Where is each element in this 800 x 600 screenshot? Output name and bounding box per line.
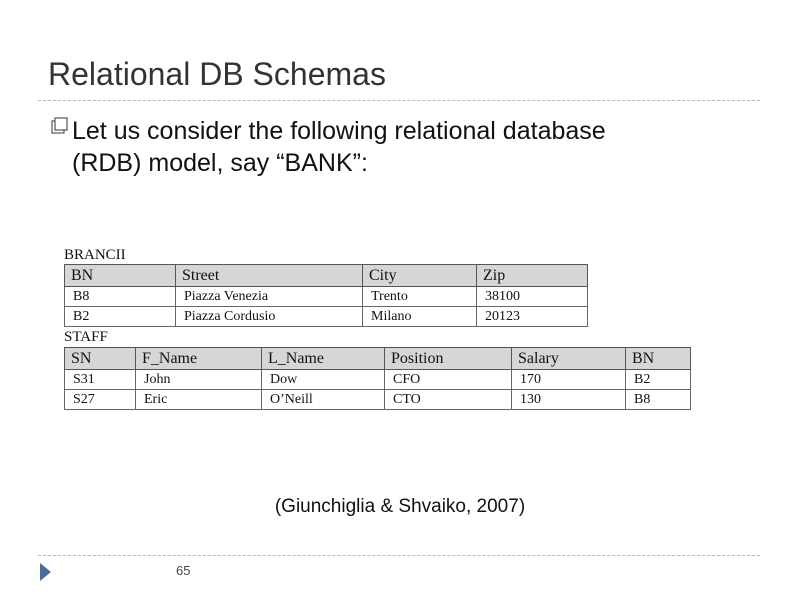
table-cell: John [136, 370, 262, 390]
branch-table [64, 264, 588, 327]
branch-col-zip: Zip [477, 265, 588, 287]
table-row [65, 287, 588, 307]
branch-col-city: City [363, 265, 477, 287]
table-row [65, 370, 691, 390]
table-cell: 170 [512, 370, 626, 390]
staff-col-salary: Salary [512, 348, 626, 370]
branch-header-row [65, 265, 588, 287]
table-cell: Dow [262, 370, 385, 390]
table-row [65, 390, 691, 410]
staff-col-position: Position [385, 348, 512, 370]
table-cell: Piazza Venezia [176, 287, 363, 307]
table-cell: B2 [65, 307, 176, 327]
staff-col-bn: BN [626, 348, 691, 370]
table-cell: CFO [385, 370, 512, 390]
table-cell: B8 [65, 287, 176, 307]
page-number: 65 [176, 563, 191, 578]
footer-divider [38, 555, 760, 556]
checkbox-bullet-icon [50, 117, 72, 137]
staff-table-label: STAFF [64, 329, 108, 345]
table-cell: 20123 [477, 307, 588, 327]
table-cell: S27 [65, 390, 136, 410]
branch-col-bn: BN [65, 265, 176, 287]
table-cell: Eric [136, 390, 262, 410]
table-cell: S31 [65, 370, 136, 390]
branch-table-wrap [64, 264, 588, 327]
staff-col-l-name: L_Name [262, 348, 385, 370]
staff-col-f-name: F_Name [136, 348, 262, 370]
staff-table-wrap [64, 347, 691, 410]
table-row [65, 307, 588, 327]
table-cell: Trento [363, 287, 477, 307]
staff-table [64, 347, 691, 410]
branch-col-street: Street [176, 265, 363, 287]
title-divider [38, 100, 760, 101]
bullet-text [72, 115, 752, 179]
staff-col-sn: SN [65, 348, 136, 370]
table-cell: B2 [626, 370, 691, 390]
staff-header-row [65, 348, 691, 370]
table-cell: Piazza Cordusio [176, 307, 363, 327]
table-cell: CTO [385, 390, 512, 410]
branch-table-label: BRANCII [64, 247, 126, 263]
table-cell: 38100 [477, 287, 588, 307]
bullet-line-1: Let us consider the following relational database [72, 117, 606, 145]
triangle-arrow-icon [40, 563, 51, 581]
bullet-line-2: (RDB) model, say “BANK”: [72, 149, 368, 177]
citation: (Giunchiglia & Shvaiko, 2007) [274, 496, 526, 517]
slide-title: Relational DB Schemas [48, 56, 386, 92]
table-cell: Milano [363, 307, 477, 327]
table-cell: 130 [512, 390, 626, 410]
table-cell: O’Neill [262, 390, 385, 410]
table-cell: B8 [626, 390, 691, 410]
